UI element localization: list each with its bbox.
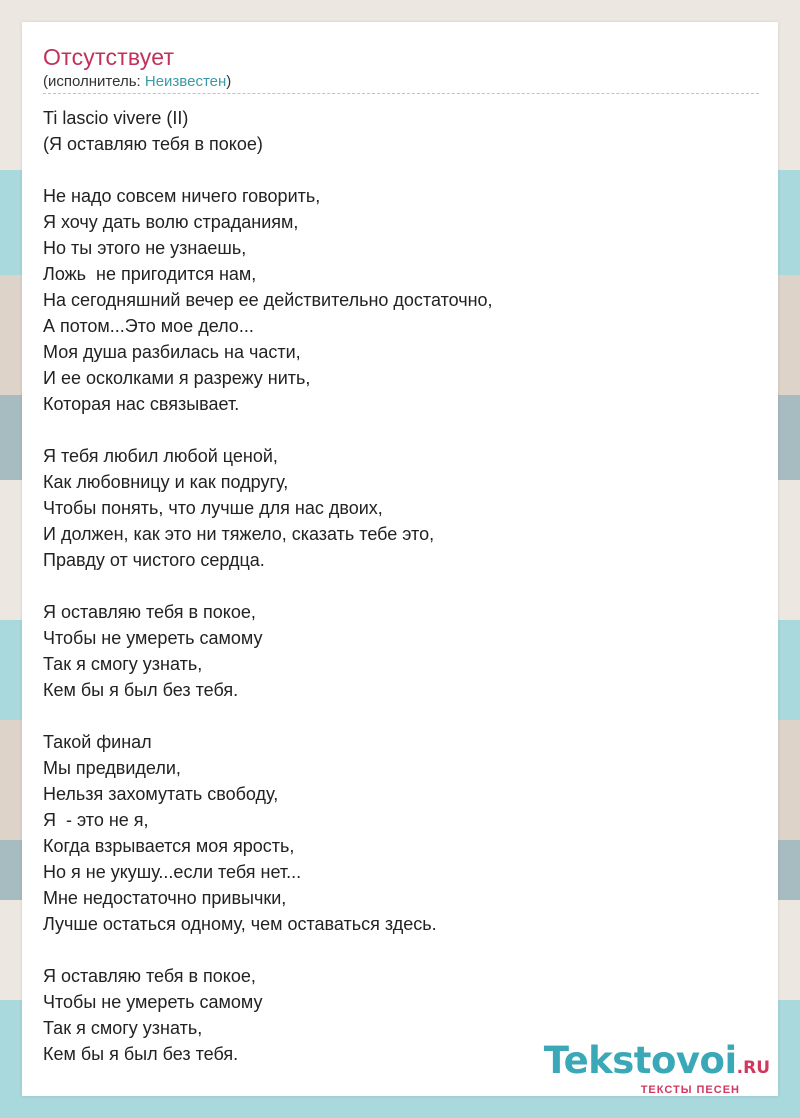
lyric-line: Я оставляю тебя в покое, bbox=[43, 966, 256, 986]
lyric-line: Мы предвидели, bbox=[43, 758, 181, 778]
lyric-line: Когда взрывается моя ярость, bbox=[43, 836, 295, 856]
lyrics-text bbox=[43, 105, 759, 1067]
lyric-line: Так я смогу узнать, bbox=[43, 654, 203, 674]
lyric-line: Такой финал bbox=[43, 732, 152, 752]
lyric-line: Моя душа разбилась на части, bbox=[43, 342, 301, 362]
lyric-line: На сегодняшний вечер ее действительно достаточно, bbox=[43, 290, 493, 310]
lyric-line: Мне недостаточно привычки, bbox=[43, 888, 287, 908]
lyric-line: Лучше остаться одному, чем оставаться здесь. bbox=[43, 914, 437, 934]
lyric-line: Я оставляю тебя в покое, bbox=[43, 602, 256, 622]
lyric-line: Ложь не пригодится нам, bbox=[43, 264, 257, 284]
lyric-line: Которая нас связывает. bbox=[43, 394, 240, 414]
stanza-break bbox=[43, 417, 759, 443]
lyric-line: Кем бы я был без тебя. bbox=[43, 680, 239, 700]
lyric-line: Нельзя захомутать свободу, bbox=[43, 784, 279, 804]
logo-tagline: ТЕКСТЫ ПЕСЕН bbox=[640, 1084, 740, 1096]
performer-suffix: ) bbox=[226, 73, 232, 90]
logo-name: Tekstovoi bbox=[543, 1039, 737, 1082]
lyric-line: (Я оставляю тебя в покое) bbox=[43, 134, 263, 154]
lyric-line: И ее осколками я разрежу нить, bbox=[43, 368, 311, 388]
lyric-line: Чтобы понять, что лучше для нас двоих, bbox=[43, 498, 383, 518]
lyric-line: Так я смогу узнать, bbox=[43, 1018, 203, 1038]
lyric-line: Чтобы не умереть самому bbox=[43, 628, 263, 648]
lyric-line: А потом...Это мое дело... bbox=[43, 316, 254, 336]
artist-link[interactable]: Неизвестен bbox=[144, 73, 227, 90]
logo-wordmark bbox=[543, 1039, 770, 1086]
song-title: Отсутствует bbox=[43, 44, 175, 70]
stanza-break bbox=[43, 703, 759, 729]
lyrics-sheet bbox=[22, 22, 778, 1096]
stanza-break bbox=[43, 573, 759, 599]
stanza-break bbox=[43, 937, 759, 963]
lyric-line: И должен, как это ни тяжело, сказать тебе это, bbox=[43, 524, 435, 544]
stanza-break bbox=[43, 157, 759, 183]
lyric-line: Но ты этого не узнаешь, bbox=[43, 238, 247, 258]
lyric-line: Кем бы я был без тебя. bbox=[43, 1044, 239, 1064]
lyric-line: Но я не укушу...если тебя нет... bbox=[43, 862, 302, 882]
lyric-line: Я - это не я, bbox=[43, 810, 149, 830]
lyric-line: Чтобы не умереть самому bbox=[43, 992, 263, 1012]
lyric-line: Ti lascio vivere (II) bbox=[43, 108, 189, 128]
performer-line bbox=[43, 73, 231, 90]
lyric-line: Я хочу дать волю страданиям, bbox=[43, 212, 299, 232]
lyric-line: Правду от чистого сердца. bbox=[43, 550, 265, 570]
lyric-line: Как любовницу и как подругу, bbox=[43, 472, 289, 492]
title-divider bbox=[43, 93, 759, 94]
lyric-line: Не надо совсем ничего говорить, bbox=[43, 186, 321, 206]
logo-tld: .RU bbox=[736, 1058, 770, 1078]
lyric-line: Я тебя любил любой ценой, bbox=[43, 446, 278, 466]
site-logo[interactable] bbox=[543, 1039, 770, 1096]
performer-prefix: (исполнитель: bbox=[43, 73, 145, 90]
